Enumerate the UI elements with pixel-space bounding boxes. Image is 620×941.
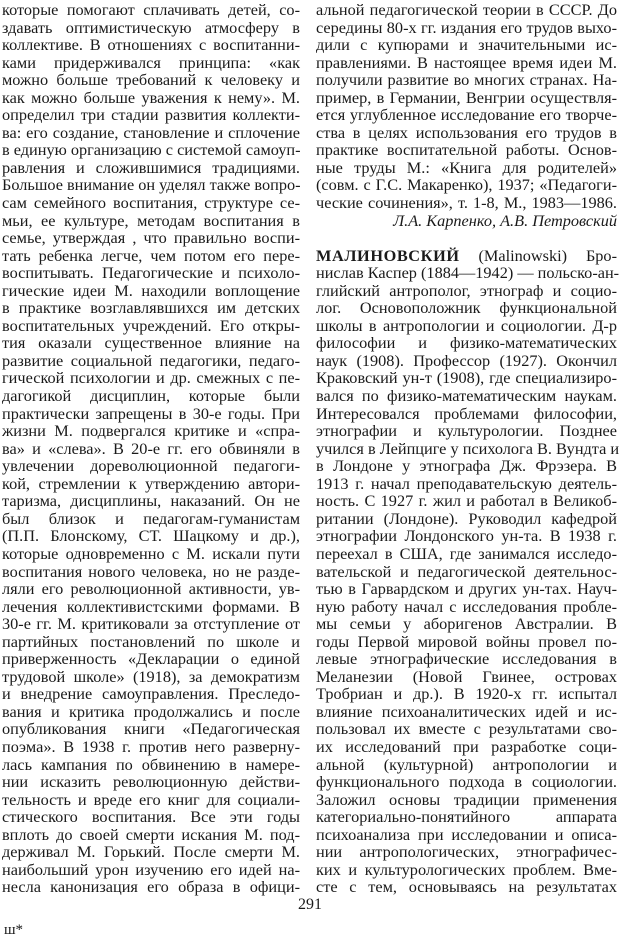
text-line: Меланезии (Новой Гвинее, островах	[316, 666, 617, 686]
text-line: ческие сочинения», т. 1-8, М., 1983—1986.	[316, 193, 617, 213]
text-line: стического воспитания. Все эти годы	[2, 807, 300, 827]
entry-heading-line	[316, 247, 617, 265]
text-line: нии антропологических, этнографичес-	[316, 842, 617, 862]
text-line: категориально-понятийного аппарата	[316, 807, 617, 827]
text-line: Заложил основы традиции применения	[316, 789, 617, 809]
text-line: ритании (Лондоне). Руководил кафедрой	[316, 508, 617, 528]
text-line: практически запрещены в 30-е годы. При	[2, 403, 300, 423]
text-line: мьи, ее культуре, методам воспитания в	[2, 210, 300, 230]
text-line: психоанализа при исследовании и описа-	[316, 824, 617, 844]
text-line: воспитывать. Педагогические и психоло-	[2, 263, 300, 283]
text-line: коллективе. В отношениях с воспитанни-	[2, 35, 300, 55]
text-line: поэма». В 1938 г. против него разверну-	[2, 736, 300, 756]
text-line: практике воспитательной работы. Основ-	[316, 140, 617, 160]
text-line: 30-е гг. М. критиковали за отступление от	[2, 614, 300, 634]
text-line: пользовал их вместе с результатами сво-	[316, 719, 617, 739]
text-line: тельность и вреде его книг для социали-	[2, 789, 300, 809]
text-line: сам семейного воспитания, структуре се-	[2, 193, 300, 213]
text-line: мы семьи у аборигенов Австралии. В	[316, 614, 617, 634]
text-line: держивал М. Горький. После смерти М.	[2, 842, 300, 862]
text-line: лечения коллективистскими формами. В	[2, 596, 300, 616]
text-line: жизни М. подвергался критике и «спра-	[2, 421, 300, 441]
entry-headword-rest: (Malinowski) Бро-	[459, 245, 617, 265]
entry-headword: МАЛИНОВСКИЙ	[316, 245, 460, 265]
text-line: вания и критика продолжались и после	[2, 701, 300, 721]
text-line: философии и физико-математических	[316, 333, 617, 353]
text-line: наибольший урон изучению его идей на-	[2, 859, 300, 879]
text-line: Тробриан и др.). В 1920-х гг. испытал	[316, 684, 617, 704]
text-line: влияние психоаналитических идей и ис-	[316, 701, 617, 721]
text-line: сте с тем, основываясь на результатах	[316, 877, 617, 897]
text-line: которые одновременно с М. искали пути	[2, 543, 300, 563]
text-line: Большое внимание он уделял также вопро-	[2, 175, 301, 195]
text-line: годы Первой мировой войны провел по-	[316, 631, 617, 651]
text-line: трудовой школе» (1918), за демократизм	[2, 666, 300, 686]
text-line: глийский антрополог, этнограф и социо-	[316, 280, 617, 300]
text-line: альной педагогической теории в СССР. До	[316, 0, 617, 19]
text-line: учился в Лейпциге у психолога В. Вундта и	[316, 438, 620, 458]
text-line: тью в Гарвардском и других ун-тах. Науч-	[316, 579, 617, 599]
text-line: воспитательных учреждений. Его откры-	[2, 315, 300, 335]
text-line: ется углубленное исследование его творче-	[316, 105, 617, 125]
text-line: семье, утверждая , что правильно воспи-	[2, 228, 300, 248]
text-line: воспитания нового человека, но не разде-	[2, 561, 300, 581]
text-line: вплоть до своей смерти искания М. под-	[2, 824, 300, 844]
entry-separator	[316, 229, 617, 247]
text-line: гические идеи М. находили воплощение	[2, 280, 300, 300]
text-line: (совм. с Г.С. Макаренко), 1937; «Педагоги-	[316, 175, 617, 195]
text-line: был близок и педагогам-гуманистам	[2, 508, 300, 528]
text-line: пример, в Германии, Венгрии осуществля-	[316, 87, 617, 107]
text-line: вался по физико-математическим наукам.	[316, 386, 617, 406]
text-line: здавать оптимистическую атмосферу в	[2, 17, 300, 37]
text-line: несла канонизация его образа в офици-	[2, 877, 300, 897]
text-line: ляли его революционной активности, ув-	[2, 579, 300, 599]
entry-body	[316, 263, 620, 897]
text-line: развитие социальной педагогики, педаго-	[2, 350, 300, 370]
text-line: в Лондоне у этнографа Дж. Фрэзера. В	[316, 456, 617, 476]
text-line: левые этнографические исследования в	[316, 649, 617, 669]
page-number: 291	[298, 896, 322, 913]
text-line: Интересовался проблемами философии,	[316, 403, 617, 423]
text-line: можно больше требований к человеку и	[2, 70, 300, 90]
text-line: школы в антропологии и социологии. Д-р	[316, 315, 617, 335]
text-line: правлениями. В настоящее время идеи М.	[316, 52, 617, 72]
text-line: ва» и «слева». В 20-е гг. его обвиняли в	[2, 438, 300, 458]
text-line: этнографии и культурологии. Позднее	[316, 421, 617, 441]
text-line: 1913 г. начал преподавательскую деятель-	[316, 473, 617, 493]
text-line: которые помогают сплачивать детей, со-	[2, 0, 300, 19]
text-line: гической психологии и др. смежных с пе-	[2, 368, 300, 388]
text-line: тия оказали существенное влияние на	[2, 333, 300, 353]
text-line: в практике возглавлявшихся им детских	[2, 298, 300, 318]
text-line: получили развитие во многих странах. На-	[316, 70, 617, 90]
text-line: таризма, дисциплины, наказаний. Он не	[2, 491, 300, 511]
text-line: функционального подхода в социологии.	[316, 772, 617, 792]
text-line: ные труды М.: «Книга для родителей»	[316, 157, 617, 177]
text-line: определил три стадии развития коллекти-	[2, 105, 300, 125]
text-line: опубликования книги «Педагогическая	[2, 719, 300, 739]
text-line: лог. Основоположник функциональной	[316, 298, 617, 318]
text-line: наук (1908). Профессор (1927). Окончил	[316, 350, 617, 370]
text-line: переехал в США, где занимался исследо-	[316, 543, 617, 563]
text-line: партийных постановлений по школе и	[2, 631, 300, 651]
text-line: ность. С 1927 г. жил и работал в Великоб-	[316, 491, 617, 511]
text-line: тать ребенка легче, чем потом его пере-	[2, 245, 300, 265]
text-line: равления и сложившимися традициями.	[2, 157, 300, 177]
text-line: ких и культурологических проблем. Вме-	[316, 859, 617, 879]
right-column	[316, 0, 620, 897]
text-line: ками придерживался принципа: «как	[2, 52, 300, 72]
text-line: вательской и педагогической деятельнос-	[316, 561, 617, 581]
text-line: нии исказить революционную действи-	[2, 772, 300, 792]
text-line: в единую организацию с системой самоуп-	[2, 140, 301, 160]
previous-entry-continuation	[316, 1, 617, 212]
left-column	[2, 1, 300, 896]
text-line: и внедрение самоуправления. Преследо-	[2, 684, 300, 704]
text-line: ную работу начал с исследования пробле-	[316, 596, 617, 616]
text-line: середины 80-х гг. издания его трудов выхо-	[316, 17, 617, 37]
corner-mark: ш*	[4, 922, 24, 938]
entry-authors: Л.А. Карпенко, А.В. Петровский	[393, 210, 617, 230]
text-line: Краковский ун-т (1908), где специализиро-	[316, 368, 617, 388]
text-line: нислав Каспер (1884—1942) — польско-ан-	[316, 263, 620, 283]
text-line: дагогикой дисциплин, которые были	[2, 386, 300, 406]
text-line: приверженность «Декларации о единой	[2, 649, 300, 669]
text-line: ва: его создание, становление и сплочение	[2, 122, 300, 142]
text-line: кой, стремлении к утверждению автори-	[2, 473, 300, 493]
text-line: альной (культурной) антропологии и	[316, 754, 617, 774]
text-line: ства в целях использования его трудов в	[316, 122, 617, 142]
text-line: увлечении дореволюционной педагоги-	[2, 456, 300, 476]
text-line: их исследований при разработке соци-	[316, 736, 617, 756]
text-line: этнографии Лондонского ун-та. В 1938 г.	[316, 526, 617, 546]
text-line: как можно больше уважения к нему». М.	[2, 87, 300, 107]
text-line: лась кампания по обвинению в намере-	[2, 754, 300, 774]
text-line: дили с купюрами и значительными ис-	[316, 35, 617, 55]
text-line: (П.П. Блонскому, СТ. Шацкому и др.),	[2, 526, 300, 546]
